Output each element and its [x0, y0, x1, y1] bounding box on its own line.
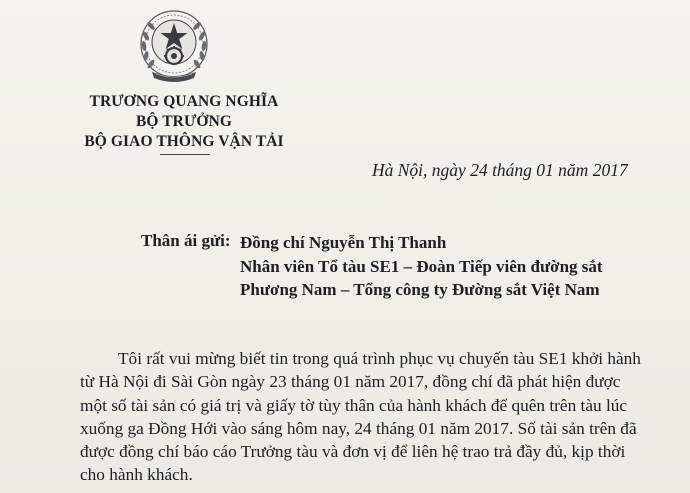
recipient-line: Nhân viên Tổ tàu SE1 – Đoàn Tiếp viên đường sắt — [240, 256, 603, 276]
sender-ministry: BỘ GIAO THÔNG VẬN TẢI — [84, 133, 284, 150]
body-line: từ Hà Nội đi Sài Gòn ngày 23 tháng 01 năm 2017, đồng chí đã phát hiện được — [80, 372, 621, 392]
signature-underline — [160, 154, 210, 155]
recipient-line: Đồng chí Nguyễn Thị Thanh — [240, 233, 447, 252]
sender-block — [74, 92, 294, 152]
body-line: cho hành khách. — [80, 465, 193, 485]
body-line: được đồng chí báo cáo Trưởng tàu và đơn vị để liên hệ trao trả đầy đủ, kịp thời — [80, 442, 626, 462]
body-line: một số tài sản có giá trị và giấy tờ tùy thân của hành khách để quên trên tàu lúc — [80, 395, 628, 415]
greeting-label: Thân ái gửi: — [141, 231, 231, 250]
letter-body — [80, 347, 641, 487]
national-emblem-icon — [134, 6, 214, 88]
recipient-line: Phương Nam – Tổng công ty Đường sắt Việt Nam — [240, 280, 600, 299]
recipient-block — [240, 231, 603, 302]
body-line: Tôi rất vui mừng biết tin trong quá trình phục vụ chuyến tàu SE1 khởi hành — [118, 349, 641, 368]
body-line: xuống ga Đồng Hới vào sáng hôm nay, 24 tháng 01 năm 2017. Số tài sản trên đã — [80, 418, 637, 438]
sender-title: BỘ TRƯỞNG — [135, 113, 233, 130]
date-line: Hà Nội, ngày 24 tháng 01 năm 2017 — [372, 160, 628, 180]
sender-name: TRƯƠNG QUANG NGHĨA — [89, 93, 279, 110]
